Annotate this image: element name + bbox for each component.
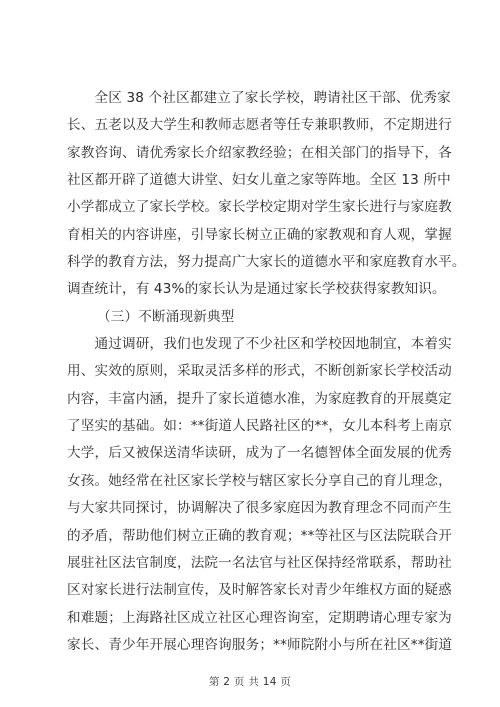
text-line: 家教咨询、请优秀家长介绍家教经验；在相关部门的指导下，各 (67, 144, 452, 161)
text-line: 育相关的内容讲座，引导家长树立正确的家教观和育人观，掌握 (67, 226, 452, 243)
document-body (67, 85, 466, 659)
page-indicator: 第 2 页 共 14 页 (208, 676, 292, 688)
text-line: 社区都开辟了道德大讲堂、妇女儿童之家等阵地。全区 13 所中 (67, 172, 451, 189)
text-line: 和难题；上海路社区成立社区心理咨询室，定期聘请心理专家为 (67, 609, 452, 626)
text-line: 用、实效的原则，采取灵活多样的形式，不断创新家长学校活动 (67, 363, 452, 380)
text-line: 的矛盾，帮助他们树立正确的教育观；**等社区与区法院联合开 (67, 527, 452, 544)
text-line: 全区 38 个社区都建立了家长学校，聘请社区干部、优秀家 (67, 90, 451, 106)
text-line: 大学，后又被保送清华读研，成为了一名德智体全面发展的优秀 (67, 445, 452, 462)
section-heading: （三）不断涌现新典型 (97, 308, 235, 325)
text-line: 小学都成立了家长学校。家长学校定期对学生家长进行与家庭教 (67, 199, 452, 216)
text-line: 长、五老以及大学生和教师志愿者等任专兼职教师，不定期进行 (67, 117, 452, 134)
text-line: 展驻社区法官制度，法院一名法官与社区保持经常联系，帮助社 (67, 554, 452, 571)
text-line: 区对家长进行法制宣传，及时解答家长对青少年维权方面的疑惑 (67, 582, 452, 599)
text-line: 通过调研，我们也发现了不少社区和学校因地制宜，本着实 (67, 336, 452, 353)
text-line: 内容，丰富内涵，提升了家长道德水准，为家庭教育的开展奠定 (67, 390, 452, 407)
text-line: 科学的教育方法，努力提高广大家长的道德水平和家庭教育水平。 (67, 254, 466, 271)
paragraph-family-schools (67, 85, 466, 304)
text-line: 女孩。她经常在社区家长学校与辖区家长分享自己的育儿理念， (67, 472, 452, 489)
text-line: 与大家共同探讨，协调解决了很多家庭因为教育理念不同而产生 (67, 500, 452, 517)
paragraph-new-examples (67, 331, 453, 659)
text-line: 了坚实的基础。如：**街道人民路社区的**，女儿本科考上南京 (67, 418, 453, 435)
text-line: 家长、青少年开展心理咨询服务；**师院附小与所在社区**街道 (67, 636, 453, 653)
text-line: 调查统计，有 43%的家长认为是通过家长学校获得家教知识。 (67, 281, 446, 298)
